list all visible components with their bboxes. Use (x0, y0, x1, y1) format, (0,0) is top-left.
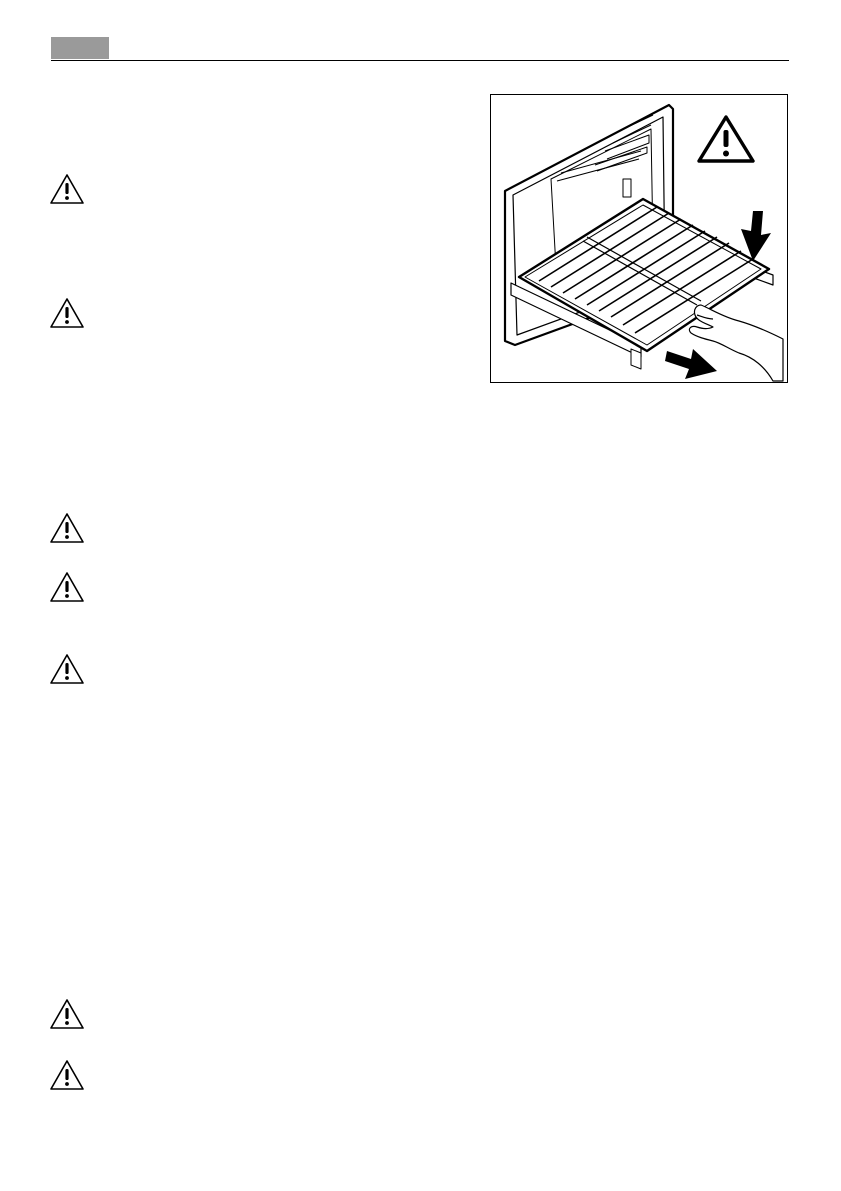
header-rule (51, 60, 789, 61)
warning-triangle-icon (49, 1059, 85, 1091)
down-arrow-icon (741, 211, 771, 261)
oven-shelf-illustration (490, 94, 788, 383)
warning-triangle-icon (49, 653, 85, 685)
warning-triangle-icon (699, 117, 753, 161)
warning-triangle-icon (49, 297, 85, 329)
right-arrow-icon (665, 349, 717, 379)
warning-triangle-icon (49, 173, 85, 205)
warning-triangle-icon (49, 512, 85, 544)
header-section-tab (51, 37, 109, 59)
warning-triangle-icon (49, 571, 85, 603)
warning-triangle-icon (49, 998, 85, 1030)
